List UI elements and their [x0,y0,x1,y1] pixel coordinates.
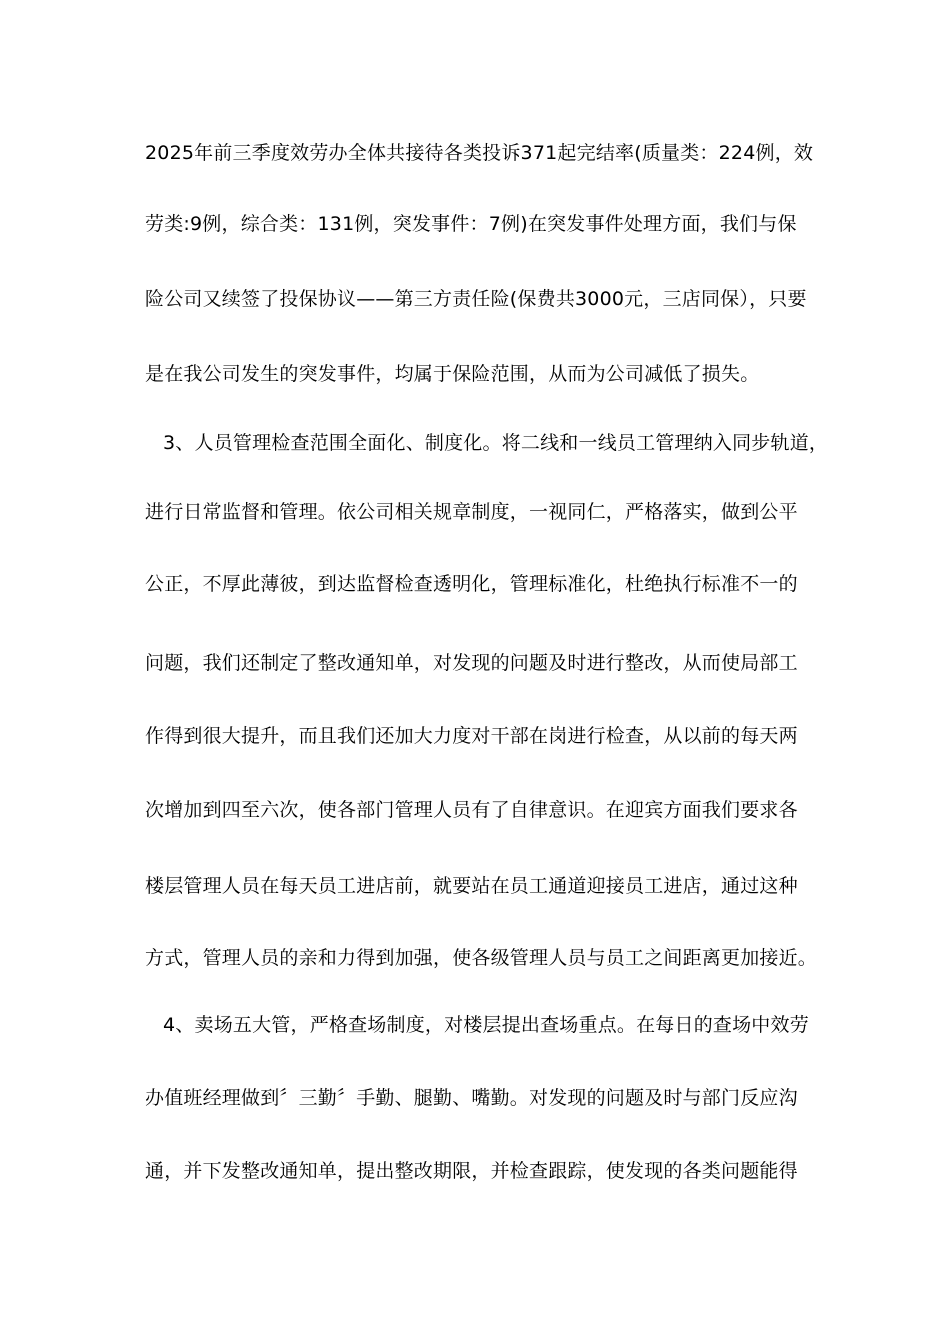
paragraph-line: 办值班经理做到〞三勤〞手勤、腿勤、嘴勤。对发现的问题及时与部门反应沟 [145,1087,798,1109]
paragraph-line: 是在我公司发生的突发事件，均属于保险范围，从而为公司减低了损失。 [145,363,760,385]
paragraph-line: 楼层管理人员在每天员工进店前，就要站在员工通道迎接员工进店，通过这种 [145,875,798,897]
paragraph-line: 2025年前三季度效劳办全体共接待各类投诉371起完结率(质量类：224例，效 [145,142,814,164]
paragraph-line: 作得到很大提升，而且我们还加大力度对干部在岗进行检查，从以前的每天两 [145,725,798,747]
paragraph-line: 通，并下发整改通知单，提出整改期限，并检查跟踪，使发现的各类问题能得 [145,1160,798,1182]
paragraph-line: 3、人员管理检查范围全面化、制度化。将二线和一线员工管理纳入同步轨道， [163,432,829,454]
paragraph-line: 问题，我们还制定了整改通知单，对发现的问题及时进行整改，从而使局部工 [145,652,798,674]
paragraph-line: 进行日常监督和管理。依公司相关规章制度，一视同仁，严格落实，做到公平 [145,501,798,523]
paragraph-line: 次增加到四至六次，使各部门管理人员有了自律意识。在迎宾方面我们要求各 [145,799,798,821]
paragraph-line: 方式，管理人员的亲和力得到加强，使各级管理人员与员工之间距离更加接近。 [145,947,818,969]
paragraph-line: 公正，不厚此薄彼，到达监督检查透明化，管理标准化，杜绝执行标准不一的 [145,573,798,595]
paragraph-line: 劳类:9例，综合类：131例，突发事件：7例)在突发事件处理方面，我们与保 [145,213,797,235]
paragraph-line: 险公司又续签了投保协议——第三方责任险(保费共3000元，三店同保），只要 [145,288,807,310]
paragraph-line: 4、卖场五大管，严格查场制度，对楼层提出查场重点。在每日的查场中效劳 [163,1014,809,1036]
